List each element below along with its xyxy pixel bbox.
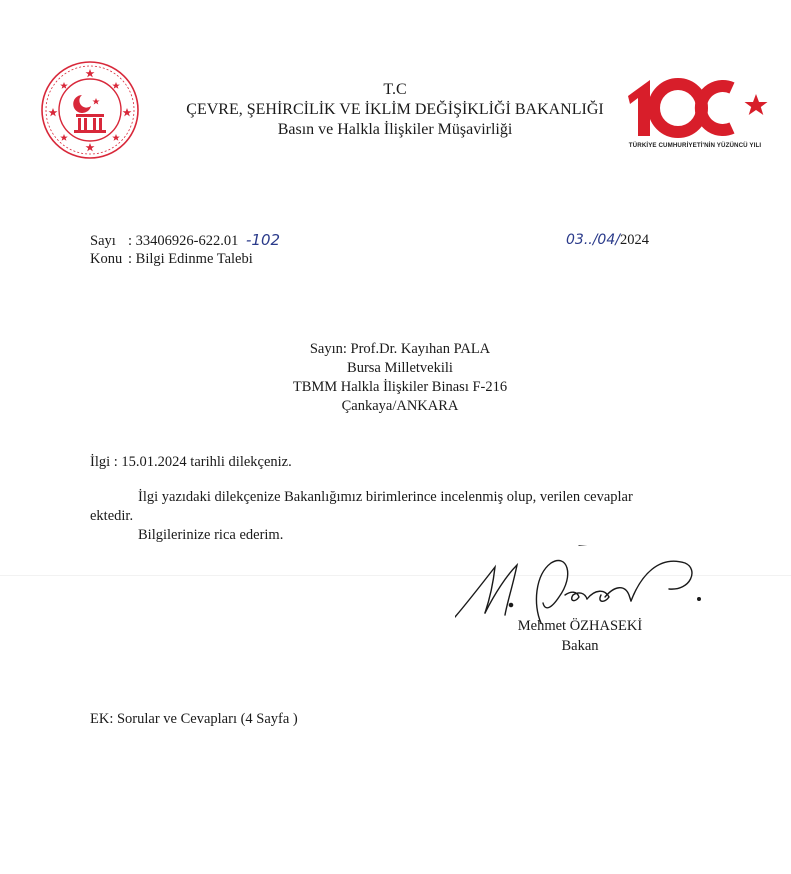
recipient-block [200,340,600,416]
reference-handwritten-suffix: -102 [245,231,281,249]
signatory-name: Mehmet ÖZHASEKİ [517,618,643,634]
subject-label: Konu [90,251,123,267]
subject-value: : Bilgi Edinme Talebi [128,251,253,267]
recipient-title: Bursa Milletvekili [347,360,453,376]
document-date [566,231,649,250]
body-paragraph-line-2: ektedir. [90,508,134,524]
reference-line: İlgi : 15.01.2024 tarihli dilekçeniz. [90,454,292,470]
date-handwritten: 03../04/ [566,232,620,248]
reference-label: Sayı [90,233,116,249]
ministry-seal-icon [40,60,140,160]
date-year: 2024 [619,232,649,248]
subject-row [90,250,253,269]
closing-sentence: Bilgilerinize rica ederim. [138,527,284,543]
department-name: Basın ve Halkla İlişkiler Müşavirliği [277,121,513,138]
signatory-block [500,616,660,656]
header-tc: T.C [383,81,407,98]
letterhead [150,80,640,140]
ministry-name: ÇEVRE, ŞEHİRCİLİK VE İKLİM DEĞİŞİKLİĞİ BAKANLIĞI [186,101,604,118]
centenary-caption: TÜRKİYE CUMHURİYETİ'NİN YÜZÜNCÜ YILI [628,142,762,149]
recipient-name: Sayın: Prof.Dr. Kayıhan PALA [309,341,491,357]
body-paragraph-line-1: İlgi yazıdaki dilekçenize Bakanlığımız birimlerince incelenmiş olup, verilen cevaplar [138,489,633,505]
recipient-city: Çankaya/ANKARA [341,398,459,414]
reference-value: : 33406926-622.01 [128,233,239,249]
attachment-note: EK: Sorular ve Cevapları (4 Sayfa ) [90,711,298,727]
reference-number-row [90,231,280,251]
signatory-title: Bakan [561,638,599,654]
recipient-address: TBMM Halkla İlişkiler Binası F-216 [292,379,508,395]
